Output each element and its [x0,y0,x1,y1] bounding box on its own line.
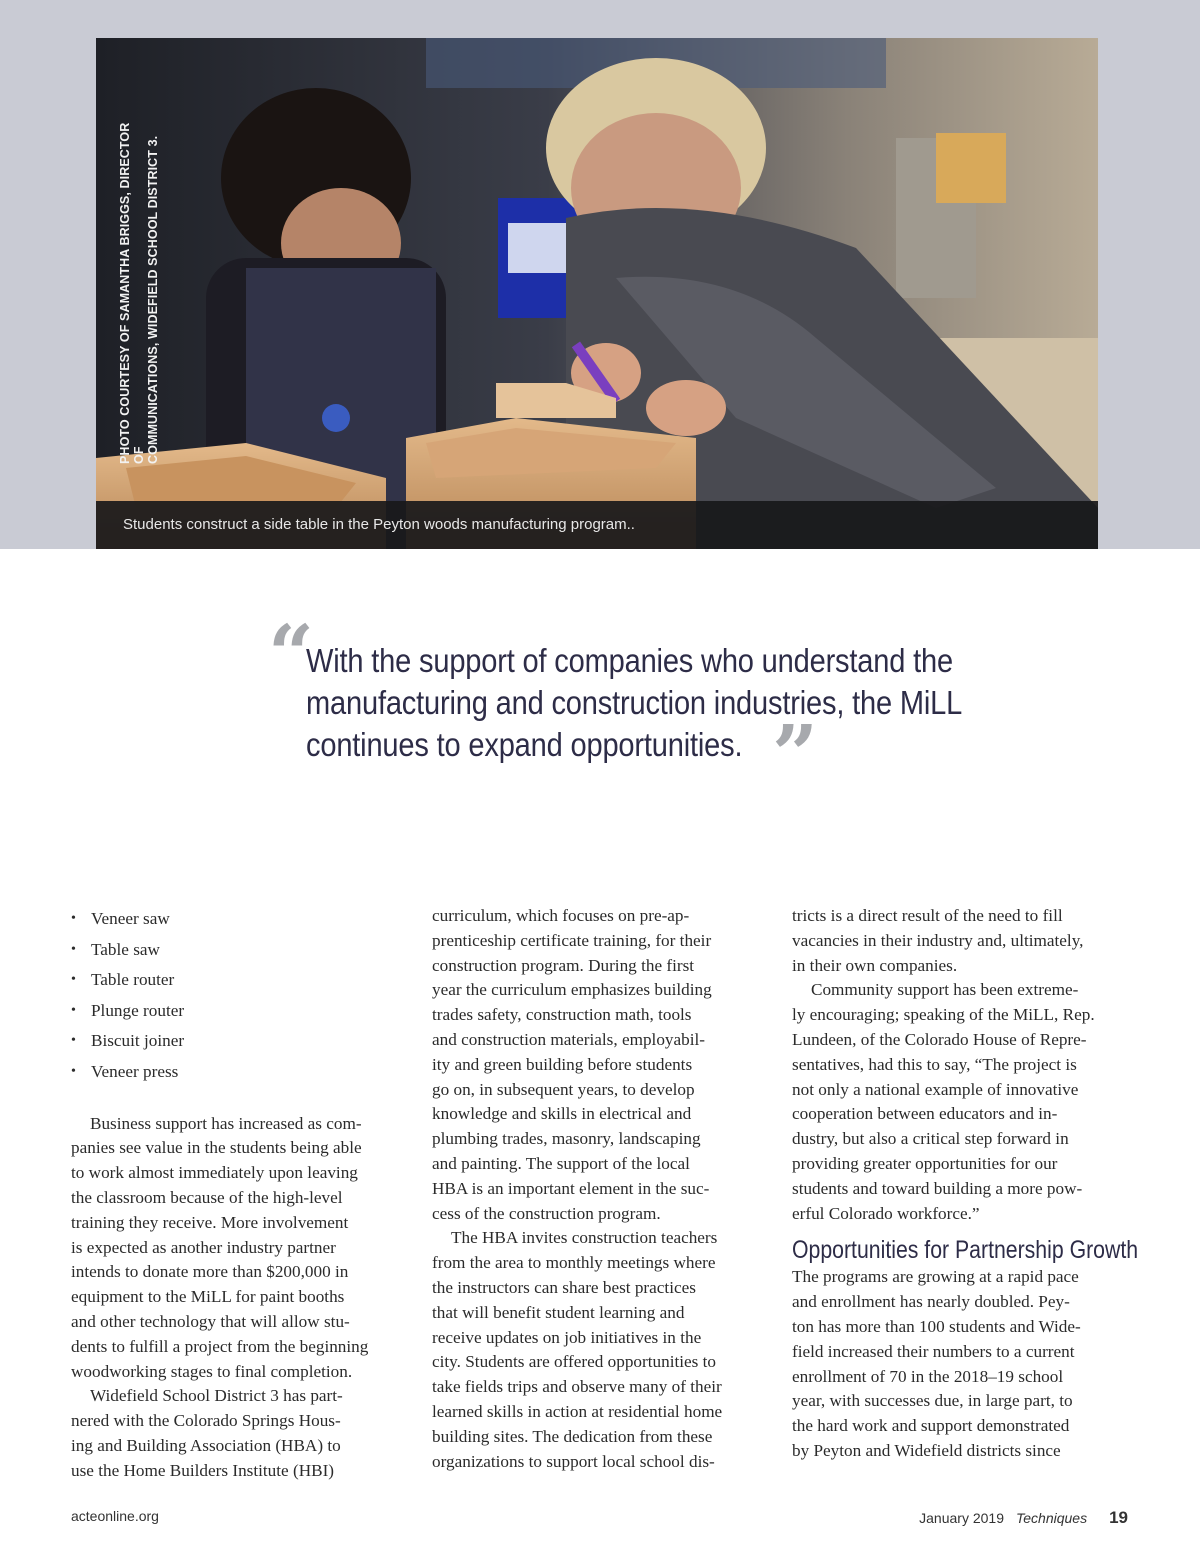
article-column-2 [432,904,772,1474]
footer-magazine-name: Techniques [1015,1510,1088,1526]
footer-website: acteonline.org [71,1508,159,1524]
pull-quote-line: manufacturing and construction industries, the MiLL [306,684,963,721]
text-line: and enrollment has nearly doubled. Pey- [792,1292,1070,1312]
text-line: and other technology that will allow stu- [71,1311,350,1331]
text-line: learned skills in action at residential home [432,1401,723,1421]
text-line: intends to donate more than $200,000 in [71,1262,349,1282]
text-line: that will benefit student learning and [432,1302,685,1322]
paragraph [792,904,1132,978]
text-line: building sites. The dedication from these [432,1426,713,1446]
text-line: The programs are growing at a rapid pace [792,1267,1079,1287]
text-line: ton has more than 100 students and Wide- [792,1316,1081,1336]
text-line: vacancies in their industry and, ultimately, [792,930,1084,950]
photo-caption: Students construct a side table in the Peyton woods manufacturing program.. [123,516,635,533]
text-line: training they receive. More involvement [71,1212,349,1232]
text-line: construction program. During the first [432,955,695,975]
text-line: in their own companies. [792,955,958,975]
text-line: panies see value in the students being able [71,1138,362,1158]
list-item: • Table saw [71,935,407,966]
text-line: year, with successes due, in large part, to [792,1391,1073,1411]
photo-caption-bar [96,501,1098,549]
text-line: organizations to support local school dis- [432,1451,715,1471]
text-line: city. Students are offered opportunities to [432,1352,717,1372]
article-column-3 [792,904,1139,1464]
text-line: field increased their numbers to a current [792,1341,1075,1361]
text-line: curriculum, which focuses on pre-ap- [432,906,690,925]
paragraph [792,1265,1132,1463]
text-line: Business support has increased as com- [90,1113,362,1133]
text-line: use the Home Builders Institute (HBI) [71,1460,335,1480]
text-line: sentatives, had this to say, “The project is [792,1054,1077,1074]
pull-quote-text [306,640,1066,766]
photo-credit-line-1: PHOTO COURTESY OF SAMANTHA BRIGGS, DIRECTOR OF [118,122,146,464]
text-line: ly encouraging; speaking of the MiLL, Rep. [792,1005,1095,1025]
list-item: • Table router [71,965,407,996]
article-photo [96,38,1098,549]
paragraph [71,1112,407,1385]
text-line: ing and Building Association (HBA) to [71,1435,341,1455]
section-subheading: Opportunities for Partnership Growth [792,1236,1139,1265]
photo-credit-line-2: COMMUNICATIONS, WIDEFIELD SCHOOL DISTRICT 3. [146,135,160,464]
text-line: enrollment of 70 in the 2018–19 school [792,1366,1064,1386]
open-quote-mark: “ [268,607,315,701]
text-line: ity and green building before students [432,1054,693,1074]
list-item: • Biscuit joiner [71,1026,407,1057]
text-line: dustry, but also a critical step forward in [792,1129,1069,1149]
text-line: providing greater opportunities for our [792,1153,1058,1173]
text-line: tricts is a direct result of the need to fill [792,906,1063,925]
text-line: receive updates on job initiatives in the [432,1327,702,1347]
text-line: the hard work and support demonstrated [792,1416,1070,1436]
equipment-list [71,904,407,1088]
pull-quote-line: With the support of companies who understand the [306,642,953,679]
text-line: to work almost immediately upon leaving [71,1163,358,1183]
text-line: is expected as another industry partner [71,1237,336,1257]
list-item: • Veneer press [71,1057,407,1088]
paragraph [71,1384,407,1483]
text-line: HBA is an important element in the suc- [432,1178,710,1198]
footer-date: January 2019 [919,1510,1004,1526]
text-line: prenticeship certificate training, for their [432,930,712,950]
text-line: the instructors can share best practices [432,1277,696,1297]
article-column-1 [71,904,407,1484]
photo-credit [118,104,160,464]
text-line: Community support has been extreme- [811,980,1079,1000]
text-line: cess of the construction program. [432,1203,661,1223]
text-line: take fields trips and observe many of their [432,1377,722,1397]
text-line: cooperation between educators and in- [792,1104,1058,1124]
text-line: go on, in subsequent years, to develop [432,1079,695,1099]
text-line: nered with the Colorado Springs Hous- [71,1411,341,1431]
pull-quote-line: continues to expand opportunities. [306,726,743,763]
text-line: plumbing trades, masonry, landscaping [432,1129,701,1149]
close-quote-mark: ” [772,707,819,801]
text-line: from the area to monthly meetings where [432,1253,716,1273]
list-item: • Plunge router [71,996,407,1027]
text-line: dents to fulfill a project from the beginning [71,1336,369,1356]
text-line: students and toward building a more pow- [792,1178,1083,1198]
text-line: equipment to the MiLL for paint booths [71,1287,345,1307]
text-line: the classroom because of the high-level [71,1187,343,1207]
photo-illustration [96,38,1098,549]
paragraph [792,978,1132,1226]
text-line: Lundeen, of the Colorado House of Repre- [792,1029,1087,1049]
text-line: knowledge and skills in electrical and [432,1104,692,1124]
text-line: and painting. The support of the local [432,1153,690,1173]
text-line: by Peyton and Widefield districts since [792,1440,1061,1460]
footer-issue-info [919,1508,1128,1528]
text-line: erful Colorado workforce.” [792,1203,980,1223]
text-line: woodworking stages to final completion. [71,1361,353,1381]
list-item: • Veneer saw [71,904,407,935]
text-line: trades safety, construction math, tools [432,1005,692,1025]
text-line: and construction materials, employabil- [432,1029,706,1049]
text-line: The HBA invites construction teachers [451,1228,718,1248]
paragraph [432,904,772,1226]
page-number: 19 [1109,1508,1128,1527]
text-line: not only a national example of innovative [792,1079,1079,1099]
text-line: year the curriculum emphasizes building [432,980,712,1000]
text-line: Widefield School District 3 has part- [90,1386,343,1406]
paragraph [432,1226,772,1474]
